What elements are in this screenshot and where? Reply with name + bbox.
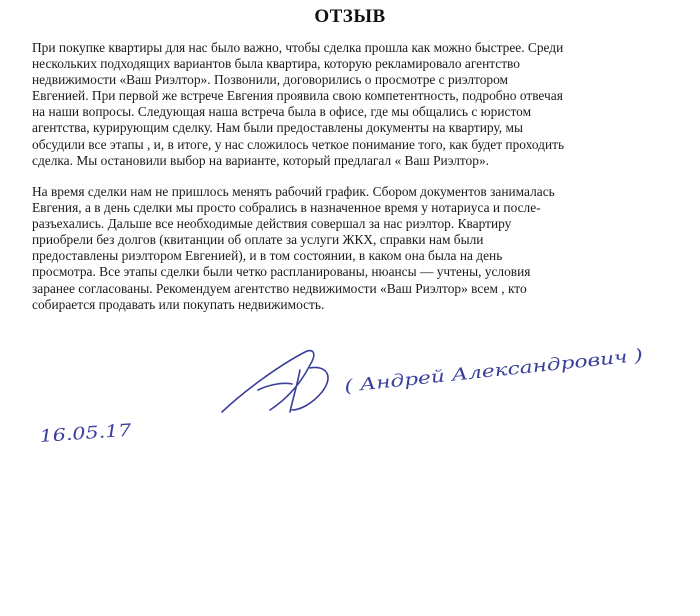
text-line: сделка. Мы остановили выбор на варианте, который предлагал « Ваш Риэлтор». (32, 152, 489, 168)
text-line: агентства, курирующим сделку. Нам были предоставлены документы на квартиру, мы (32, 120, 523, 136)
handwritten-date: 16.05.17 (38, 421, 116, 447)
text-line: просмотра. Все этапы сделки были четко распланированы, нюансы — учтены, условия (32, 264, 531, 280)
text-line: обсудили все этапы , и, в итоге, у нас сложилось четкое понимание того, как будет проходить (32, 136, 565, 152)
text-line: предоставлены риэлтором Евгенией), и в том состоянии, в каком она была на день (32, 248, 503, 264)
signature-svg (0, 330, 700, 470)
text-line: На время сделки нам не пришлось менять рабочий график. Сбором документов занималась (32, 184, 555, 199)
text-line: собирается продавать или покупать недвижимость. (32, 296, 325, 312)
text-line: разъехались. Дальше все необходимые действия совершал за нас риэлтор. Квартиру (32, 216, 512, 232)
document-title: ОТЗЫВ (314, 6, 386, 27)
signature-scribble (222, 351, 328, 412)
text-line: нескольких подходящих вариантов была квартира, которую рекламировало агентство (32, 56, 520, 72)
text-line: Евгения, а в день сделки мы просто собрались в назначенное время у нотариуса и после- (32, 200, 541, 216)
text-line: на наши вопросы. Следующая наша встреча была в офисе, где мы общались с юристом (32, 104, 532, 120)
text-line: При покупке квартиры для нас было важно, чтобы сделка прошла как можно быстрее. Среди (32, 40, 564, 55)
text-line: приобрели без долгов (квитанции об оплате за услуги ЖКХ, справки нам были (32, 232, 484, 248)
review-paragraph-1 (32, 40, 644, 169)
text-line: Евгенией. При первой же встрече Евгения проявила свою компетентность, подробно отвечая (32, 88, 563, 104)
review-paragraph-2 (32, 184, 644, 313)
handwritten-name: ( Андрей Александрович ) (343, 352, 579, 397)
signature-area (0, 330, 700, 470)
text-line: заранее согласованы. Рекомендуем агентство недвижимости «Ваш Риэлтор» всем , кто (32, 280, 527, 296)
text-line: недвижимости «Ваш Риэлтор». Позвонили, договорились о просмотре с риэлтором (32, 72, 508, 88)
